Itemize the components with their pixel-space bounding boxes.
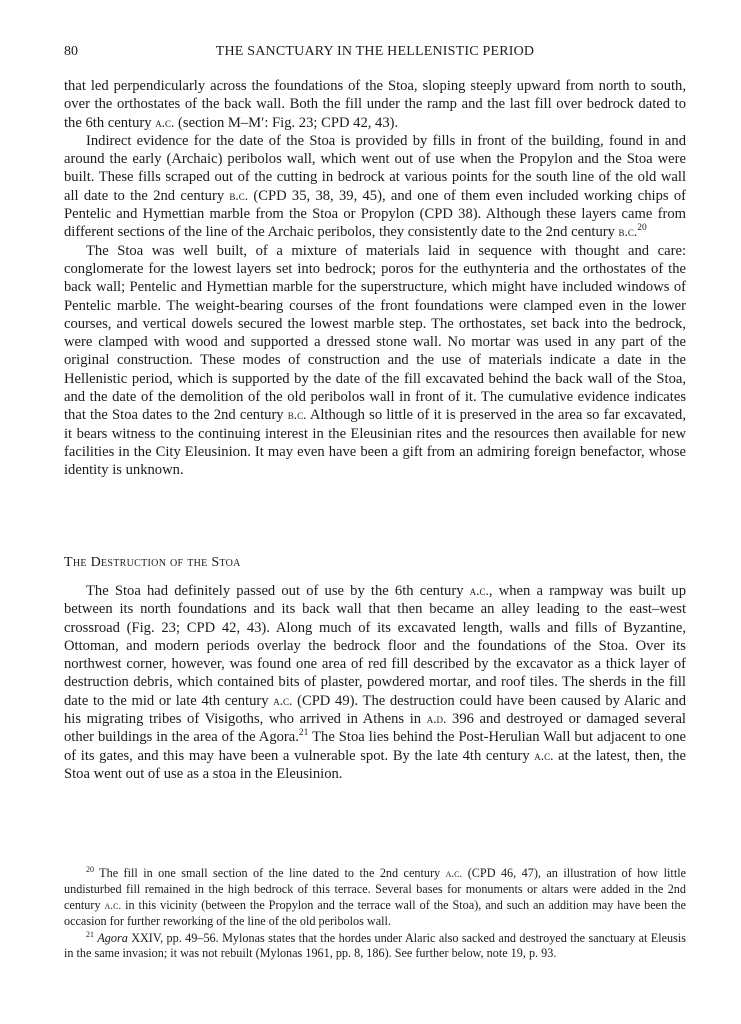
- era-abbrev: b.c.: [618, 224, 638, 240]
- text-run: XXIV, pp. 49–56. Mylonas states that the hordes under Alaric also sacked and destroyed the sanctuary at Eleusis in the same invasion; it was not rebuilt (Mylonas 1961, pp. 8, 186). See further below, note 19, p. 93.: [64, 930, 686, 961]
- page-header: [64, 44, 686, 64]
- footnote-number: 21: [86, 929, 94, 939]
- text-run: at the latest, then, the Stoa went out of use as a stoa in the Eleusinion.: [64, 747, 686, 782]
- running-head: THE SANCTUARY IN THE HELLENISTIC PERIOD: [215, 44, 535, 59]
- era-abbrev: b.c.: [287, 407, 307, 423]
- text-run: (section M–M′: Fig. 23; CPD 42, 43).: [174, 114, 399, 131]
- page-number: 80: [64, 44, 78, 59]
- era-abbrev: a.c.: [155, 114, 175, 130]
- era-abbrev: a.c.: [445, 868, 463, 880]
- text-run: 396 and destroyed or damaged several other buildings in the area of the Agora.: [64, 711, 686, 746]
- era-abbrev: a.c.: [469, 583, 489, 598]
- era-abbrev: b.c.: [229, 187, 249, 203]
- paragraph-3: [64, 242, 686, 480]
- text-run: , when a rampway was built up between its north foundations and its back wall that then became an alley leading to the east–west crossroad (Fig. 23; CPD 42, 43). Along much of its excavated length, walls and fills of Byzantine, Ottoman, and modern periods overlay the bedrock floor and the foundations of the Stoa. Over its northwest corner, however, was found one area of red fill described by the excavator as a thick layer of destruction debris, which contained bits of plaster, powdered mortar, and roof tiles. The sherds in the fill date to the mid or late 4th century: [64, 583, 686, 709]
- text-run: The Stoa lies behind the Post-Herulian Wall but adjacent to one of its gates, and this may have been a vulnerable spot. By the late 4th century: [64, 729, 686, 764]
- text-run: (CPD 35, 38, 39, 45), and one of them even included working chips of Pentelic and Hymettian marble from the Stoa or Propylon (CPD 38). Although these layers came from different sections of the line of the Archaic peribolos, they consistently date to the 2nd century: [64, 187, 686, 241]
- italic-title: Agora: [97, 930, 128, 945]
- footnote-ref-20[interactable]: 20: [637, 223, 647, 234]
- era-abbrev: a.c.: [104, 899, 122, 912]
- section-heading: The Destruction of the Stoa: [64, 555, 241, 570]
- section-paragraph: [64, 582, 686, 783]
- era-abbrev: a.d.: [426, 711, 447, 727]
- section-body: [64, 582, 686, 783]
- footnote-20: [64, 866, 686, 930]
- footnote-21: [64, 931, 686, 962]
- footnote-ref-21[interactable]: 21: [298, 728, 309, 739]
- text-run: Although so little of it is preserved in the area so far excavated, it bears witness to the continuing interest in the Eleusinian rites and the resources then available for new facilities in the City Eleusinion. It may even have been a gift from an admiring foreign benefactor, whose identity is unknown.: [64, 407, 686, 479]
- text-run: The Stoa was well built, of a mixture of materials laid in sequence with thought and care: conglomerate for the lowest layers set into bedrock; poros for the euthynteria and the orthostates of the back wall; Pentelic and Hymettian marble for the superstructure, which might have included windows of Pentelic marble. The weight-bearing courses of the front foundations were clamped even in the lower courses, and vertical dowels secured the lowest marble step. The orthostates, set back into the bedrock, were clamped with wood and supported a dressed stone wall. No mortar was used in any part of the original construction. These modes of construction and the use of materials indicate a date in the Hellenistic period, which is supported by the date of the fill excavated behind the back wall of the Stoa, and the date of the demolition of the old peribolos wall in front of it. The cumulative evidence indicates that the Stoa dates to the 2nd century: [64, 242, 686, 424]
- text-run: The Stoa had definitely passed out of use by the 6th century: [86, 583, 470, 599]
- footnotes: [64, 866, 686, 962]
- era-abbrev: a.c.: [273, 692, 293, 708]
- footnote-number: 20: [86, 864, 94, 874]
- paragraph-2: [64, 132, 686, 242]
- text-run: (CPD 49). The destruction could have been caused by Alaric and his migrating tribes of Visigoths, who arrived in Athens in: [64, 692, 686, 728]
- text-run: Indirect evidence for the date of the Stoa is provided by fills in front of the building, found in and around the early (Archaic) peribolos wall, which went out of use when the Propylon and the Stoa were built. These fills scraped out of the cutting in bedrock at various points for the south line of the old wall all date to the 2nd century: [64, 132, 686, 204]
- era-abbrev: a.c.: [534, 747, 554, 763]
- text-run: that led perpendicularly across the foundations of the Stoa, sloping steeply upward from north to south, over the orthostates of the back wall. Both the fill under the ramp and the last fill over bedrock dated to the 6th century: [64, 78, 686, 131]
- text-run: The fill in one small section of the line dated to the 2nd century: [93, 866, 446, 880]
- main-body: [64, 77, 686, 480]
- text-run: (CPD 46, 47), an illustration of how little undisturbed fill remained in the high bedrock of this terrace. Several bases for monuments or altars were added in the 2nd century: [64, 866, 686, 912]
- text-run: in this vicinity (between the Propylon and the terrace wall of the Stoa), and such an addition may have been the occasion for further reworking of the line of the old peribolos wall.: [64, 897, 686, 929]
- paragraph-1: [64, 77, 686, 132]
